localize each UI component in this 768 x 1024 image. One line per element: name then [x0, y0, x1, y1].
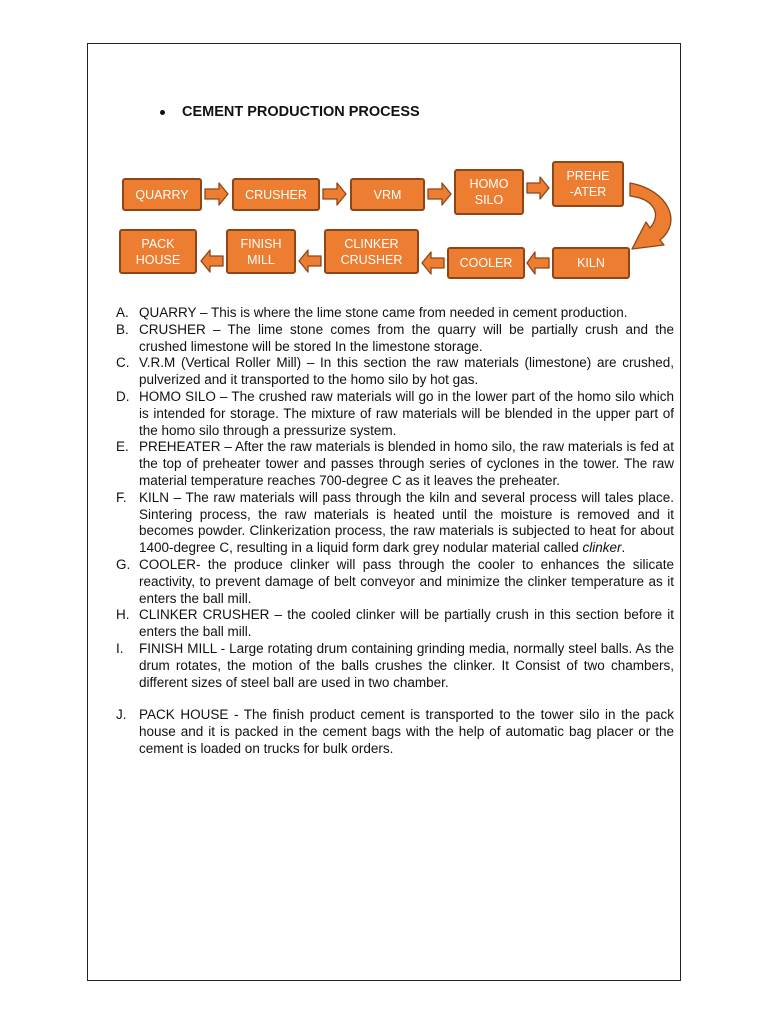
flow-box-clinker-crusher: CLINKER CRUSHER — [324, 229, 419, 274]
list-item: B. CRUSHER – The lime stone comes from the quarry will be partially crush and the crushed limestone will be stored In the limestone storage. — [116, 321, 674, 354]
list-item: J. PACK HOUSE - The finish product cement is transported to the tower silo in the pack house and it is packed in the cement bags with the help of automatic bag placer or the cement is loaded on trucks for bulk orders. — [116, 707, 674, 756]
arrow-quarry-crusher-icon — [205, 183, 228, 205]
arrow-crusher-vrm-icon — [323, 183, 346, 205]
process-description-list — [116, 305, 674, 758]
flow-box-pack-house: PACK HOUSE — [119, 229, 197, 274]
emphasis-text: clinker — [582, 540, 622, 556]
list-item: A. QUARRY – This is where the lime stone came from needed in cement production. — [116, 305, 628, 320]
flow-box-crusher: CRUSHER — [232, 178, 320, 211]
list-item: H. CLINKER CRUSHER – the cooled clinker will be partially crush in this section before it enters the ball mill. — [116, 607, 674, 640]
list-item: E. PREHEATER – After the raw materials is blended in homo silo, the raw materials is fed at the top of preheater tower and passes through series of cyclones in the tower. The raw material temperature reaches 700-degree C as it leaves the preheater. — [116, 439, 674, 488]
arrow-vrm-homosilo-icon — [428, 183, 451, 205]
arrow-homosilo-preheater-icon — [527, 177, 549, 199]
arrow-preheater-kiln-icon — [630, 183, 671, 249]
flow-box-homo-silo: HOMO SILO — [454, 169, 524, 215]
flow-box-preheater: PREHE -ATER — [552, 161, 624, 207]
flow-box-vrm: VRM — [350, 178, 425, 211]
heading-text: CEMENT PRODUCTION PROCESS — [182, 104, 420, 120]
flow-box-finish-mill: FINISH MILL — [226, 229, 296, 274]
arrow-cooler-clinkercrusher-icon — [422, 252, 444, 274]
arrow-clinkercrusher-finishmill-icon — [299, 250, 321, 272]
flow-box-cooler: COOLER — [447, 247, 525, 279]
list-item: F. KILN – The raw materials will pass through the kiln and several process will tales place. Sintering process, the raw materials is heated until the moisture is removed and it becomes powder. Clinkerization process, the raw materials is subjected to heat for about 1400-degree C, resulting in a liquid form dark grey nodular material called clinker. — [116, 489, 674, 556]
arrow-kiln-cooler-icon — [527, 252, 549, 274]
list-item: I. FINISH MILL - Large rotating drum containing grinding media, normally steel balls. As the drum rotates, the motion of the balls crushes the clinker. It Consist of two chambers, different sizes of steel ball are used in two chamber. — [116, 640, 674, 690]
flow-box-kiln: KILN — [552, 247, 630, 279]
arrow-finishmill-packhouse-icon — [201, 250, 223, 272]
list-item: G. COOLER- the produce clinker will pass through the cooler to enhances the silicate reactivity, to prevent damage of belt conveyor and minimize the clinker temperature as it enters the ball mill. — [116, 556, 674, 606]
list-item: D. HOMO SILO – The crushed raw materials will go in the lower part of the homo silo which is intended for storage. The mixture of raw materials will be blended in the upper part of the homo silo through a pressurize system. — [116, 388, 674, 438]
list-item: C. V.R.M (Vertical Roller Mill) – In this section the raw materials (limestone) are crushed, pulverized and it transported to the homo silo by hot gas. — [116, 355, 674, 388]
flow-box-quarry: QUARRY — [122, 178, 202, 211]
